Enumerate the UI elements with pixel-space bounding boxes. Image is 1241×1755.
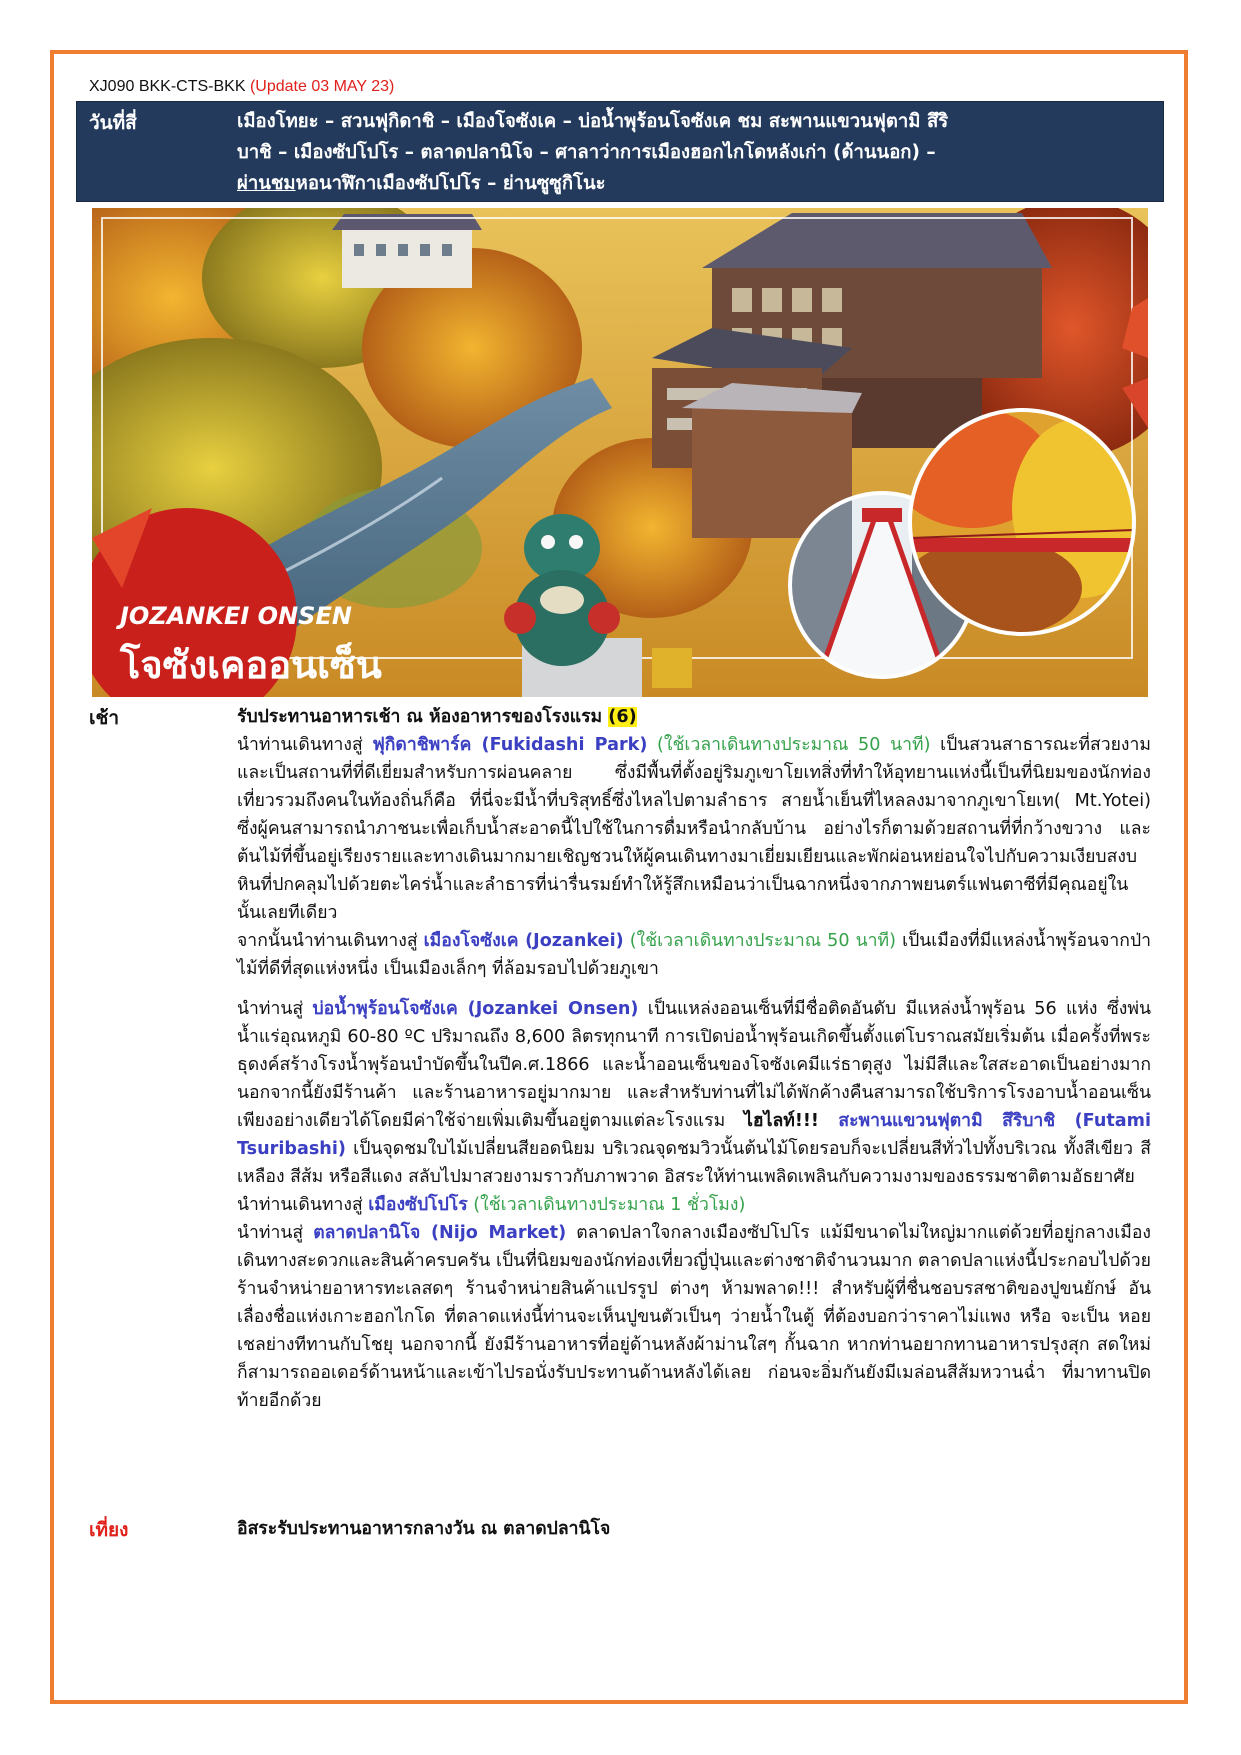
noon-label: เที่ยง: [89, 1519, 129, 1541]
time-jozankei: (ใช้เวลาเดินทางประมาณ 50 นาที): [623, 931, 896, 951]
p2-intro: จากนั้นนำท่านเดินทางสู่: [237, 931, 424, 951]
day-title: [237, 106, 1155, 199]
paragraph-onsen: [237, 995, 1151, 1191]
jozankei-collage-image: [92, 208, 1148, 697]
morning-label: เช้า: [89, 707, 120, 729]
paragraph-jozankei: [237, 927, 1151, 983]
day-header: [76, 101, 1164, 202]
day-title-line-3: [237, 168, 1155, 199]
time-sapporo: (ใช้เวลาเดินทางประมาณ 1 ชั่วโมง): [467, 1195, 746, 1215]
tour-code: [89, 78, 394, 96]
highlight-label: ไฮไลท์!!!: [744, 1111, 819, 1131]
day-title-rest: หอนาฬิกาเมืองซัปโปโร – ย่านซูซูกิโนะ: [295, 173, 606, 194]
tour-code-text: XJ090 BKK-CTS-BKK: [89, 78, 246, 95]
day-title-line-1: เมืองโทยะ – สวนฟุกิดาชิ – เมืองโจซังเค – บ่อน้ำพุร้อนโจซังเค ชม สะพานแขวนฟุตามิ สึริ: [237, 111, 949, 132]
noon-text: อิสระรับประทานอาหารกลางวัน ณ ตลาดปลานิโจ: [237, 1519, 611, 1539]
day-title-line-2: บาชิ – เมืองซัปโปโร – ตลาดปลานิโจ – ศาลาว่าการเมืองฮอกไกโดหลังเก่า (ด้านนอก) –: [237, 142, 936, 163]
p2-body: เป็นเมืองที่มีแหล่งน้ำพุร้อนจากป่าไม้ที่ดีที่สุดแห่งหนึ่ง เป็นเมืองเล็กๆ ที่ล้อมรอบไปด้วยภูเขา: [237, 931, 1151, 979]
update-date: (Update 03 MAY 23): [249, 78, 395, 95]
spacer: [237, 983, 1151, 995]
hero-logo-bottom: โจซังเคออนเซ็น: [120, 643, 382, 687]
p1-body: เป็นสวนสาธารณะที่สวยงามและเป็นสถานที่ที่ดีเยี่ยมสำหรับการผ่อนคลาย ซึ่งมีพื้นที่ตั้งอยู่ริมภูเขาโยเทสิ่งที่ทำให้อุทยานแห่งนี้เป็นที่นิยมของนักท่องเที่ยวรวมถึงคนในท้องถิ่นก็คือ ที่นี่จะมีน้ำที่บริสุทธิ์ซึ่งไหลไปตามลำธาร สายน้ำเย็นที่ไหลลงมาจากภูเขาโยเท( Mt.Yotei) ซึ่งผู้คนสามารถนำภาชนะเพื่อเก็บน้ำสะอาดนี้ไปใช้ในการดื่มหรือนำกลับบ้าน อย่างไรก็ตามด้วยสถานที่ที่กว้างขวาง และต้นไม้ที่ขึ้นอยู่เรียงรายและทางเดินมากมายเชิญชวนให้ผู้คนเดินทางมาเยี่ยมเยียนและพักผ่อนหย่อนใจไปกับความเงียบสงบ หินที่ปกคลุมไปด้วยตะไคร่น้ำและลำธารที่น่ารื่นรมย์ทำให้รู้สึกเหมือนว่าเป็นฉากหนึ่งจากภาพยนตร์แฟนตาซีที่มีคุณอยู่ในนั้นเลยทีเดียว: [237, 735, 1151, 923]
time-fukidashi: (ใช้เวลาเดินทางประมาณ 50 นาที): [647, 735, 931, 755]
p3-intro: นำท่านสู่: [237, 999, 313, 1019]
morning-content: [237, 703, 1151, 1415]
place-jozankei-onsen: บ่อน้ำพุร้อนโจซังเค (Jozankei Onsen): [312, 999, 639, 1019]
day-title-underlined: ผ่านชม: [237, 173, 296, 194]
place-sapporo: เมืองซัปโปโร: [368, 1195, 468, 1215]
p4-intro: นำท่านเดินทางสู่: [237, 1195, 369, 1215]
hero-logo-top: JOZANKEI ONSEN: [120, 602, 352, 630]
place-fukidashi: ฟุกิดาชิพาร์ค (Fukidashi Park): [372, 735, 648, 755]
breakfast-line: [237, 703, 1151, 731]
breakfast-text: รับประทานอาหารเช้า ณ ห้องอาหารของโรงแรม: [237, 707, 603, 727]
place-futami-bridge: สะพานแขวนฟุตามิ สึริบาชิ (Futami Tsuribashi): [237, 1111, 1151, 1159]
paragraph-sapporo: [237, 1191, 1151, 1219]
paragraph-nijo: [237, 1219, 1151, 1415]
breakfast-meal-number: (6): [608, 707, 637, 727]
place-nijo-market: ตลาดปลานิโจ (Nijo Market): [313, 1223, 567, 1243]
p1-intro: นำท่านเดินทางสู่: [237, 735, 373, 755]
p5-body: ตลาดปลาใจกลางเมืองซัปโปโร แม้มีขนาดไม่ใหญ่มากแต่ด้วยที่อยู่กลางเมือง เดินทางสะดวกและสินค้าครบครัน เป็นที่นิยมของนักท่องเที่ยวญี่ปุ่นและต่างชาติจำนวนมาก ตลาดปลาแห่งนี้ประกอบไปด้วยร้านจำหน่ายอาหารทะเลสดๆ ร้านจำหน่ายสินค้าแปรรูป ต่างๆ ห้ามพลาด!!! สำหรับผู้ที่ชื่นชอบรสชาติของปูขนยักษ์ อันเลื่องชื่อแห่งเกาะฮอกไกโด ที่ตลาดแห่งนี้ท่านจะเห็นปูขนตัวเป็นๆ ว่ายน้ำในตู้ ที่ต้องบอกว่าราคาไม่แพง หรือ จะเป็น หอยเชลย่างทีทานกับโชยุ นอกจากนี้ ยังมีร้านอาหารที่อยู่ด้านหลังผ้าม่านใสๆ กั้นฉาก หากท่านอยากทานอาหารปรุงสุก สดใหม่ก็สามารถออเดอร์ด้านหน้าและเข้าไปรอนั่งรับประทานด้านหลังได้เลย ก่อนจะอิ่มกันยังมีเมล่อนสีส้มหวานฉ่ำ ที่มาทานปิดท้ายอีกด้วย: [237, 1223, 1151, 1411]
day-label: วันที่สี่: [89, 112, 137, 134]
p3-body: เป็นแหล่งออนเซ็นที่มีชื่อติดอันดับ มีแหล่งน้ำพุร้อน 56 แห่ง ซึ่งพ่นน้ำแร่อุณหภูมิ 60-80 ºC ปริมาณถึง 8,600 ลิตรทุกนาที การเปิดบ่อน้ำพุร้อนเกิดขึ้นตั้งแต่โบราณสมัยเริ่มต้น เมื่อครั้งที่พระธุดงค์สร้างโรงน้ำพุร้อนบำบัดขึ้นในปีค.ศ.1866 และน้ำออนเซ็นของโจซังเคมีแร่ธาตุสูง ไม่มีสีและใสสะอาดเป็นอย่างมาก นอกจากนี้ยังมีร้านค้า และร้านอาหารอยู่มากมาย และสำหรับท่านที่ไม่ได้พักค้างคืนสามารถใช้บริการโรงอาบน้ำออนเซ็นเพียงอย่างเดียวได้โดยมีค่าใช้จ่ายเพิ่มเติมขึ้นอยู่ตามแต่ละโรงแรม: [237, 999, 1151, 1131]
p3-body-2: เป็นจุดชมใบไม้เปลี่ยนสียอดนิยม บริเวณจุดชมวิวนั้นต้นไม้โดยรอบก็จะเปลี่ยนสีทั่วไปทั้งบริเวณ ทั้งสีเขียว สีเหลือง สีส้ม หรือสีแดง สลับไปมาสวยงามราวกับภาพวาด อิสระให้ท่านเพลิดเพลินกับความงามของธรรมชาติตามอัธยาศัย: [237, 1139, 1151, 1187]
place-jozankei: เมืองโจซังเค (Jozankei): [423, 931, 624, 951]
paragraph-fukidashi: [237, 731, 1151, 927]
hero-image: [92, 208, 1148, 697]
p5-intro: นำท่านสู่: [237, 1223, 314, 1243]
